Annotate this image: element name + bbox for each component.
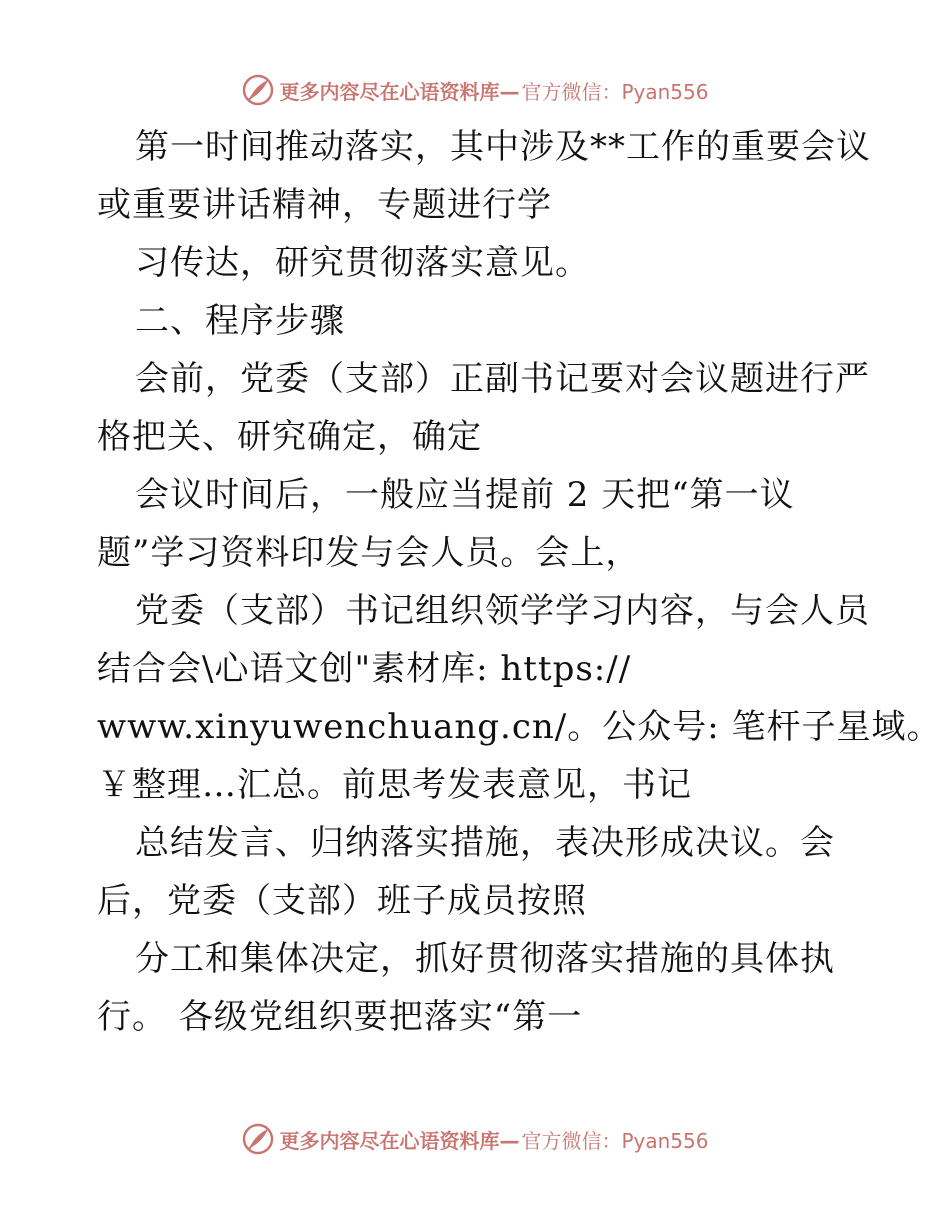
quill-logo-icon [241,1122,275,1156]
body-line: ￥整理…汇总。前思考发表意见，书记 [97,765,692,805]
body-line: 党委（支部）书记组织领学学习内容，与会人员 [135,591,870,631]
header-banner [0,68,950,112]
body-line: 会议时间后，一般应当提前 2 天把“第一议 [135,475,795,515]
body-line: 后，党委（支部）班子成员按照 [97,881,587,921]
body-line: 会前，党委（支部）正副书记要对会议题进行严 [135,359,870,399]
footer-banner-text: 更多内容尽在心语资料库— [279,1128,520,1153]
body-line: 行。 各级党组织要把落实“第一 [97,997,583,1037]
body-line: 分工和集体决定，抓好贯彻落实措施的具体执 [135,939,835,979]
header-wechat-text: 官方微信：Pyan556 [521,79,709,104]
footer-banner [0,1117,950,1161]
body-line: www.xinyuwenchuang.cn/。公众号: 笔杆子星域。 [97,707,942,747]
body-line: 第一时间推动落实，其中涉及**工作的重要会议 [135,127,871,167]
header-banner-text: 更多内容尽在心语资料库— [279,79,520,104]
quill-logo-icon [241,73,275,107]
body-line: 习传达，研究贯彻落实意见。 [135,243,590,283]
section-heading: 二、程序步骤 [135,301,345,341]
body-line: 总结发言、归纳落实措施，表决形成决议。会 [135,823,835,863]
document-body [97,118,942,1046]
body-line: 或重要讲话精神，专题进行学 [97,185,552,225]
body-line: 结合会\心语文创"素材库: https:// [97,649,632,689]
body-line: 题”学习资料印发与会人员。会上， [97,533,641,573]
footer-wechat-text: 官方微信：Pyan556 [521,1128,709,1153]
body-line: 格把关、研究确定，确定 [97,417,482,457]
